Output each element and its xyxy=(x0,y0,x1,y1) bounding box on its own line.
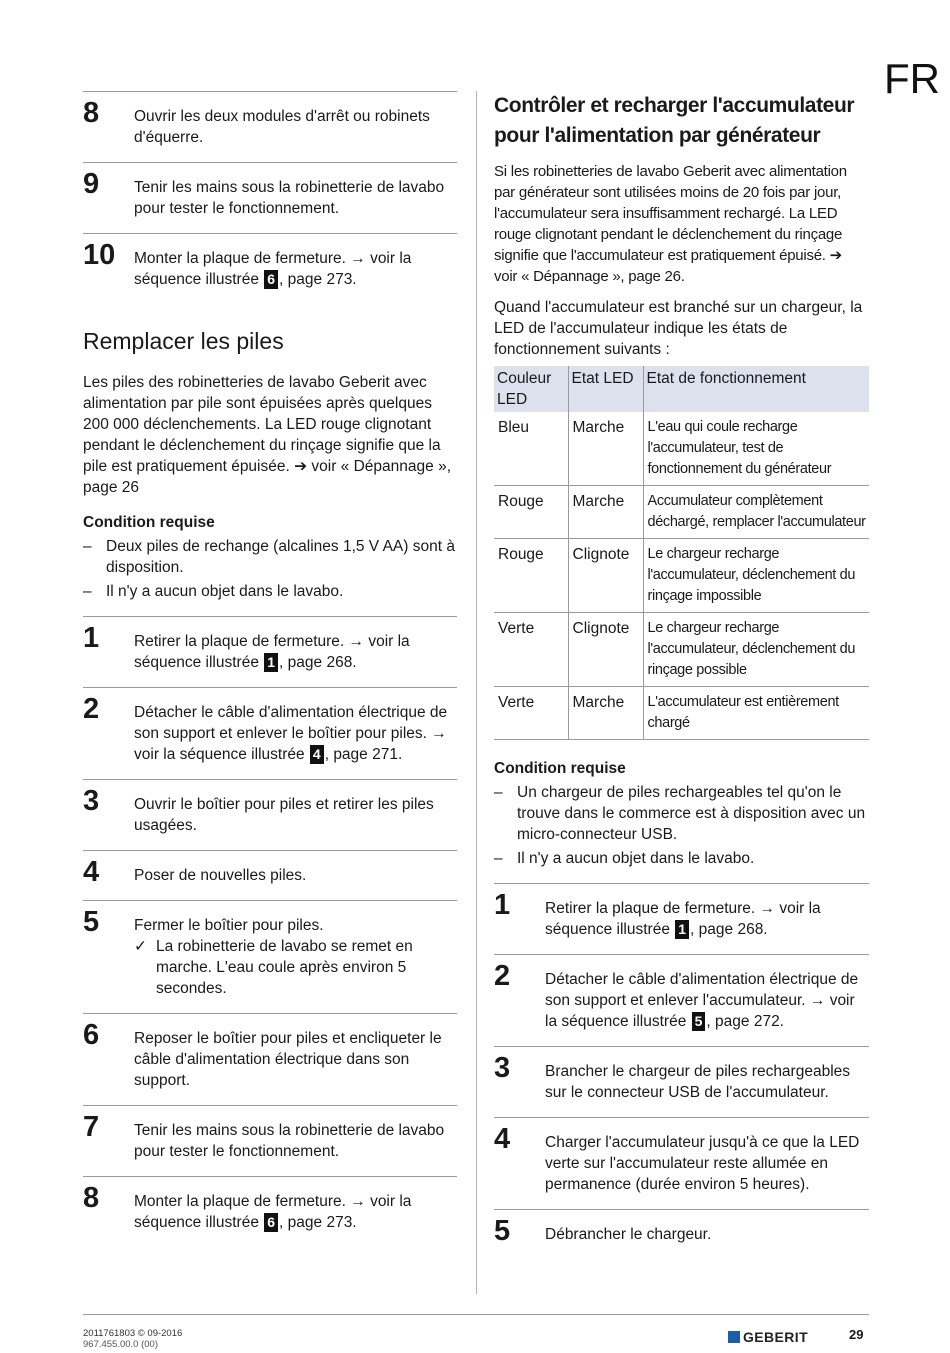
brand-logo xyxy=(728,1329,808,1345)
table-cell: Verte xyxy=(494,613,568,687)
sequence-badge: 4 xyxy=(310,745,324,764)
step-text-pre: Détacher le câble d'alimentation électrique de son support et enlever le boîtier pour piles. → voir la séquence illustrée xyxy=(134,704,448,763)
step-item xyxy=(83,91,457,162)
left-column xyxy=(83,91,457,1247)
step-text: Brancher le chargeur de piles rechargeables sur le connecteur USB de l'accumulateur. xyxy=(545,1063,851,1101)
step-text: Poser de nouvelles piles. xyxy=(134,867,307,884)
table-cell: Marche xyxy=(568,412,643,486)
step-text-pre: Retirer la plaque de fermeture. → voir la séquence illustrée xyxy=(134,633,410,671)
table-cell: L'accumulateur est entièrement chargé xyxy=(643,687,869,740)
step-item xyxy=(494,1046,869,1117)
step-item xyxy=(494,954,869,1046)
step-result-text: La robinetterie de lavabo se remet en marche. L'eau coule après environ 5 secondes. xyxy=(156,938,413,997)
step-item xyxy=(83,900,457,1013)
condition-list xyxy=(494,782,869,869)
table-cell: Clignote xyxy=(568,539,643,613)
step-text-pre: Monter la plaque de fermeture. → voir la séquence illustrée xyxy=(134,1193,412,1231)
step-number: 1 xyxy=(494,889,511,921)
page-number: 29 xyxy=(849,1327,864,1342)
step-number: 3 xyxy=(494,1052,511,1084)
section-title: Remplacer les piles xyxy=(83,328,284,354)
section-intro: Les piles des robinetteries de lavabo Geberit avec alimentation par pile sont épuisées après quelques 200 000 déclenchements. La LED rouge clignotant pendant le déclenchement du rinçage signifie que la pile est pratiquement épuisée. ➔ voir « Dépannage », page 26 xyxy=(83,374,451,496)
steps-list xyxy=(83,616,457,1247)
table-header: Etat LED xyxy=(568,366,643,412)
section-intro: Si les robinetteries de lavabo Geberit avec alimentation par générateur sont utilisées moins de 20 fois par jour, l'accumulateur sera insuffisamment rechargé. La LED rouge clignotant pendant le déclenchement du rinçage signifie que l'accumulateur est pratiquement épuisé. ➔ voir « Dépannage », page 26. xyxy=(494,163,847,285)
table-header: Etat de fonctionnement xyxy=(643,366,869,412)
step-text-post: , page 273. xyxy=(279,271,357,288)
right-column xyxy=(494,91,869,1259)
step-item xyxy=(494,1117,869,1209)
step-number: 10 xyxy=(83,239,116,271)
footer-divider xyxy=(83,1314,869,1315)
step-text-post: , page 271. xyxy=(324,746,403,763)
step-text: Ouvrir le boîtier pour piles et retirer les piles usagées. xyxy=(134,796,434,834)
step-item xyxy=(83,162,457,233)
sequence-badge: 6 xyxy=(264,270,278,289)
step-text-post: , page 273. xyxy=(279,1214,357,1231)
table-cell: Rouge xyxy=(494,486,568,539)
step-item xyxy=(83,1176,457,1247)
checkmark-icon: ✓ xyxy=(134,938,147,955)
step-text: Fermer le boîtier pour piles. xyxy=(134,917,324,934)
step-text: Tenir les mains sous la robinetterie de lavabo pour tester le fonctionnement. xyxy=(134,179,445,217)
step-text-post: , page 268. xyxy=(690,921,768,938)
step-number: 4 xyxy=(83,856,100,888)
step-text: Charger l'accumulateur jusqu'à ce que la LED verte sur l'accumulateur reste allumée en permanence (durée environ 5 heures). xyxy=(545,1134,860,1193)
step-item xyxy=(494,1209,869,1259)
step-number: 7 xyxy=(83,1111,100,1143)
step-text: Ouvrir les deux modules d'arrêt ou robinets d'équerre. xyxy=(134,108,430,146)
step-text-post: , page 272. xyxy=(706,1013,784,1030)
section-title: Contrôler et recharger l'accumulateur pour l'alimentation par générateur xyxy=(494,94,855,147)
logo-square-icon xyxy=(728,1331,740,1343)
step-text xyxy=(545,969,869,1032)
condition-item: – Un chargeur de piles rechargeables tel qu'on le trouve dans le commerce est à disposition avec un micro-connecteur USB. xyxy=(494,782,869,845)
table-cell: Marche xyxy=(568,687,643,740)
footer-doc-reference xyxy=(83,1328,182,1350)
table-row xyxy=(494,539,869,613)
table-cell: Le chargeur recharge l'accumulateur, déclenchement du rinçage possible xyxy=(643,613,869,687)
table-cell: Marche xyxy=(568,486,643,539)
column-divider xyxy=(476,91,477,1294)
table-cell: Clignote xyxy=(568,613,643,687)
step-text: Reposer le boîtier pour piles et encliqueter le câble d'alimentation électrique dans son support. xyxy=(134,1030,442,1089)
table-row xyxy=(494,412,869,486)
step-item xyxy=(83,1105,457,1176)
step-number: 2 xyxy=(494,960,511,992)
step-number: 8 xyxy=(83,1182,100,1214)
table-row xyxy=(494,687,869,740)
language-tag: FR xyxy=(884,55,940,102)
sequence-badge: 6 xyxy=(264,1213,278,1232)
sequence-badge: 5 xyxy=(692,1012,706,1031)
table-row xyxy=(494,613,869,687)
condition-list xyxy=(83,536,457,602)
step-item xyxy=(83,850,457,900)
table-cell: Bleu xyxy=(494,412,568,486)
doc-ref-2: 967.455.00.0 (00) xyxy=(83,1339,159,1350)
brand-name: GEBERIT xyxy=(743,1329,809,1345)
table-row xyxy=(494,486,869,539)
table-cell: L'eau qui coule recharge l'accumulateur, test de fonctionnement du générateur xyxy=(643,412,869,486)
table-cell: Verte xyxy=(494,687,568,740)
step-item xyxy=(83,233,457,304)
table-header: Couleur LED xyxy=(494,366,568,412)
step-text-pre: Monter la plaque de fermeture. → voir la séquence illustrée xyxy=(134,250,412,288)
step-text xyxy=(545,898,869,940)
step-text xyxy=(134,1191,457,1233)
step-number: 5 xyxy=(494,1215,511,1247)
led-status-table xyxy=(494,366,869,740)
table-cell: Le chargeur recharge l'accumulateur, déclenchement du rinçage impossible xyxy=(643,539,869,613)
condition-item: – Il n'y a aucun objet dans le lavabo. xyxy=(83,581,457,602)
step-number: 9 xyxy=(83,168,100,200)
step-item xyxy=(83,616,457,687)
step-number: 6 xyxy=(83,1019,100,1051)
step-number: 5 xyxy=(83,906,100,938)
step-number: 3 xyxy=(83,785,100,817)
sequence-badge: 1 xyxy=(264,653,278,672)
section-intro-2: Quand l'accumulateur est branché sur un chargeur, la LED de l'accumulateur indique les états de fonctionnement suivants : xyxy=(494,299,863,358)
step-number: 1 xyxy=(83,622,100,654)
condition-item: – Deux piles de rechange (alcalines 1,5 V AA) sont à disposition. xyxy=(83,536,457,578)
step-item xyxy=(494,883,869,954)
step-text-pre: Retirer la plaque de fermeture. → voir la séquence illustrée xyxy=(545,900,821,938)
step-item xyxy=(83,1013,457,1105)
table-cell: Rouge xyxy=(494,539,568,613)
doc-ref: 2011761803 © 09-2016 xyxy=(83,1328,183,1339)
condition-title: Condition requise xyxy=(494,760,626,777)
step-text xyxy=(134,631,457,673)
condition-title: Condition requise xyxy=(83,514,215,531)
step-text: Débrancher le chargeur. xyxy=(545,1226,712,1243)
step-text xyxy=(134,248,457,290)
step-text: Tenir les mains sous la robinetterie de lavabo pour tester le fonctionnement. xyxy=(134,1122,445,1160)
step-number: 8 xyxy=(83,97,100,129)
step-result xyxy=(134,936,457,999)
step-text-pre: Détacher le câble d'alimentation électrique de son support et enlever l'accumulateur. → voir la séquence illustrée xyxy=(545,971,859,1030)
step-item xyxy=(83,687,457,779)
steps-list xyxy=(494,883,869,1259)
condition-item: – Il n'y a aucun objet dans le lavabo. xyxy=(494,848,869,869)
step-text xyxy=(134,702,457,765)
sequence-badge: 1 xyxy=(675,920,689,939)
step-number: 4 xyxy=(494,1123,511,1155)
step-text-post: , page 268. xyxy=(279,654,357,671)
step-item xyxy=(83,779,457,850)
table-header-row xyxy=(494,366,869,412)
table-cell: Accumulateur complètement déchargé, remplacer l'accumulateur xyxy=(643,486,869,539)
steps-top xyxy=(83,91,457,304)
step-number: 2 xyxy=(83,693,100,725)
